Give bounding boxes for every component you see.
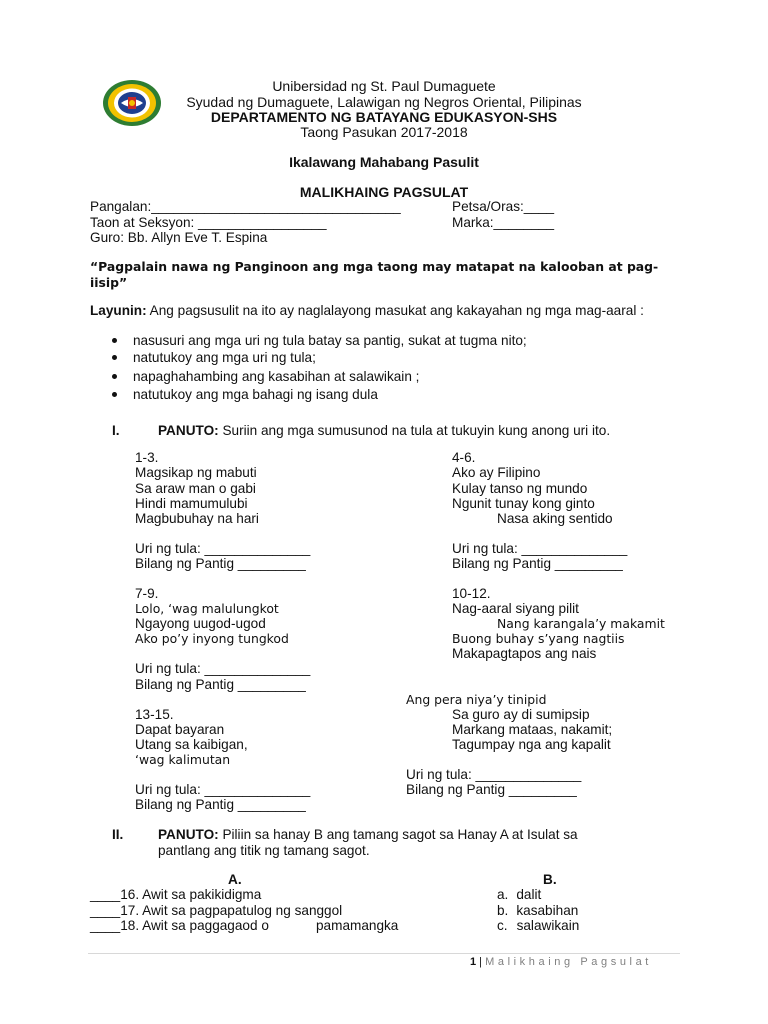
poem-type-answer: Uri ng tula: ______________ [406,767,582,782]
poem-number: 7-9. [135,586,159,601]
year-section-field: Taon at Seksyon: _________________ [90,215,327,230]
poem-line: Nasa aking sentido [497,511,613,526]
poem-line: Sa guro ay di sumipsip [452,707,590,722]
prayer-line-2: iisip” [90,275,128,290]
part1-text: Suriin ang mga sumusunod na tula at tukuyin kung anong uri ito. [218,423,611,438]
poem-line: Ako po’y inyong tungkod [135,631,289,646]
part2-instruction-cont: pantlang ang titik ng tamang sagot. [158,843,370,858]
syllable-count-answer: Bilang ng Pantig _________ [135,556,306,571]
footer-divider [88,953,680,954]
poem-type-answer: Uri ng tula: ______________ [135,541,311,556]
school-year: Taong Pasukan 2017-2018 [300,124,468,140]
department-name: DEPARTAMENTO NG BATAYANG EDUKASYON-SHS [210,109,558,125]
objectives-intro-text: Ang pagsusulit na ito ay naglalayong masukat ang kakayahan ng mga mag-aaral : [146,303,644,318]
part1-instruction [158,423,610,438]
part2-numeral: II. [112,827,124,842]
footer-title: Malikhaing Pagsulat [485,956,652,968]
matching-item-a: ____18. Awit sa paggagaod o [90,918,269,933]
poem-line: Buong buhay s’yang nagtiis [452,631,625,646]
bullet-icon [112,392,117,397]
poem-line: Ngunit tunay kong ginto [452,496,595,511]
matching-item-a: ____17. Awit sa pagpapatulog ng sanggol [90,903,343,918]
syllable-count-answer: Bilang ng Pantig _________ [452,556,623,571]
prayer-line-1: “Pagpalain nawa ng Panginoon ang mga taong may matapat na kalooban at pag- [90,259,659,274]
part1-label: PANUTO: [158,423,219,438]
poem-line: Ang pera niya’y tinipid [406,692,547,707]
syllable-count-answer: Bilang ng Pantig _________ [135,797,306,812]
name-field: Pangalan:_________________________________ [90,199,401,214]
subject-title: MALIKHAING PAGSULAT [299,184,469,200]
list-item: natutukoy ang mga uri ng tula; [112,350,316,365]
column-a-header: A. [228,872,242,887]
matching-item-b: a. dalit [497,887,542,902]
poem-number: 13-15. [135,707,174,722]
poem-number: 4-6. [452,450,476,465]
part2-instruction [158,827,578,842]
teacher-line: Guro: Bb. Allyn Eve T. Espina [90,230,268,245]
objectives-intro [90,303,644,318]
university-name: Unibersidad ng St. Paul Dumaguete [272,78,496,94]
bullet-icon [112,374,117,379]
poem-line: Ako ay Filipino [452,465,541,480]
page-footer [470,956,652,968]
poem-type-answer: Uri ng tula: ______________ [135,782,311,797]
poem-line: Magsikap ng mabuti [135,465,257,480]
poem-line: Sa araw man o gabi [135,481,256,496]
part2-label: PANUTO: [158,827,219,842]
poem-line: Makapagtapos ang nais [452,646,597,661]
page-number: 1 [470,956,477,968]
matching-item-b: c. salawikain [497,918,580,933]
university-address: Syudad ng Dumaguete, Lalawigan ng Negros Oriental, Pilipinas [186,94,582,110]
bullet-icon [112,355,117,360]
list-item: nasusuri ang mga uri ng tula batay sa pantig, sukat at tugma nito; [112,333,527,348]
poem-number: 10-12. [452,586,491,601]
poem-line: Hindi mamumulubi [135,496,248,511]
poem-line: Kulay tanso ng mundo [452,481,588,496]
footer-separator: | [476,956,486,968]
date-time-field: Petsa/Oras:____ [452,199,555,214]
syllable-count-answer: Bilang ng Pantig _________ [135,677,306,692]
poem-line: ‘wag kalimutan [135,752,231,767]
matching-item-a-tail: pamamangka [316,918,399,933]
poem-type-answer: Uri ng tula: ______________ [452,541,628,556]
poem-line: Tagumpay nga ang kapalit [452,737,611,752]
exam-title: Ikalawang Mahabang Pasulit [289,154,479,170]
score-field: Marka:________ [452,215,555,230]
column-b-header: B. [543,872,557,887]
list-item: natutukoy ang mga bahagi ng isang dula [112,387,378,402]
poem-type-answer: Uri ng tula: ______________ [135,661,311,676]
poem-line: Ngayong uugod-ugod [135,616,266,631]
matching-item-b: b. kasabihan [497,903,579,918]
objectives-label: Layunin: [90,303,147,318]
poem-line: Nang karangala’y makamit [497,616,665,631]
bullet-icon [112,338,117,343]
matching-item-a: ____16. Awit sa pakikidigma [90,887,262,902]
poem-line: Utang sa kaibigan, [135,737,248,752]
poem-line: Lolo, ‘wag malulungkot [135,601,279,616]
syllable-count-answer: Bilang ng Pantig _________ [406,782,577,797]
poem-line: Markang mataas, nakamit; [452,722,613,737]
part2-text: Piliin sa hanay B ang tamang sagot sa Hanay A at Isulat sa [218,827,578,842]
poem-line: Magbubuhay na hari [135,511,259,526]
list-item: napaghahambing ang kasabihan at salawikain ; [112,369,419,384]
poem-line: Nag-aaral siyang pilit [452,601,579,616]
poem-number: 1-3. [135,450,159,465]
part1-numeral: I. [112,423,120,438]
poem-line: Dapat bayaran [135,722,225,737]
